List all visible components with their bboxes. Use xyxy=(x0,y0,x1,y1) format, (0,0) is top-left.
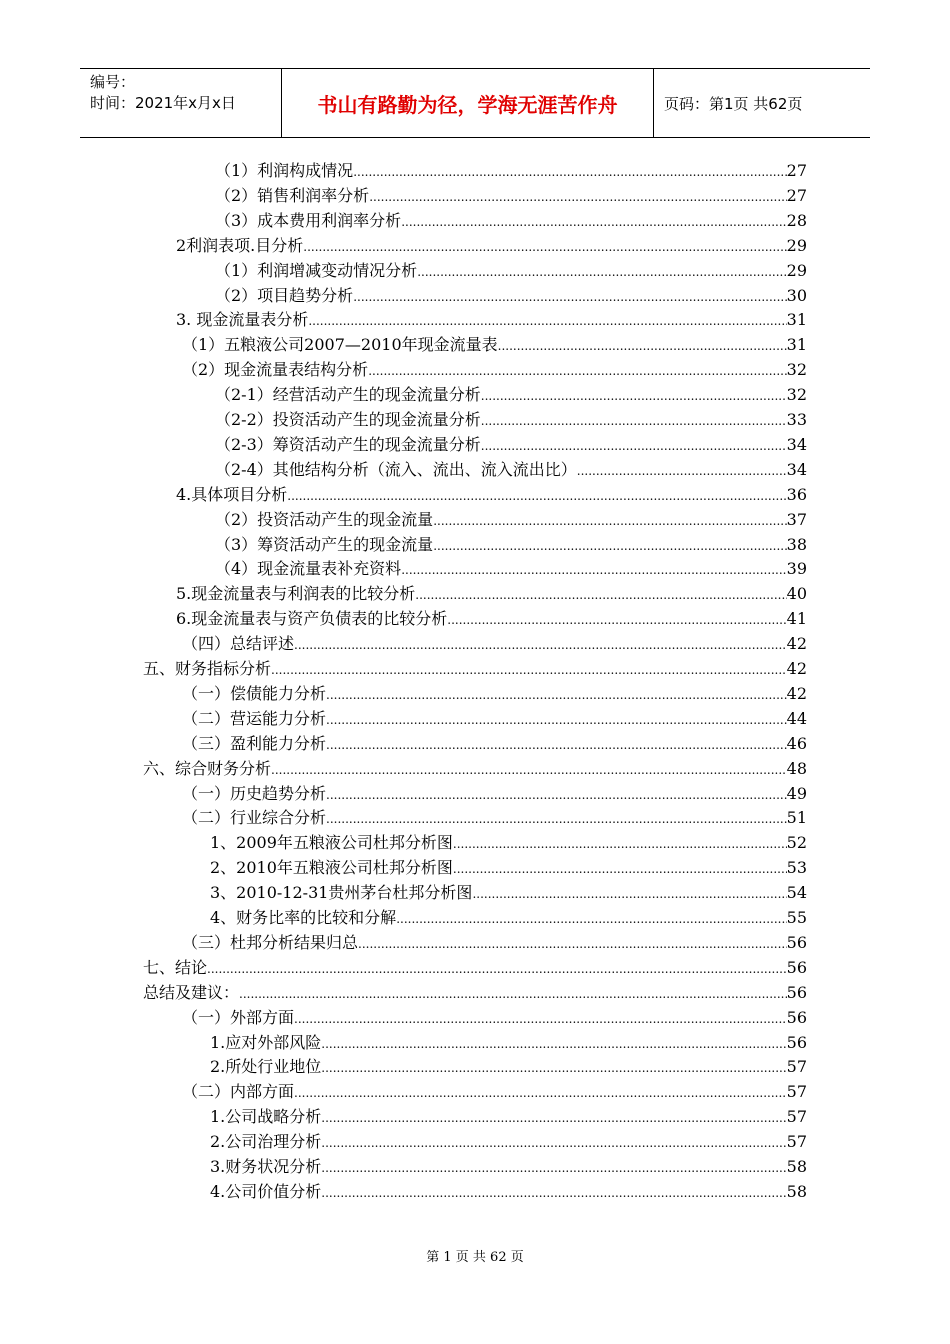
toc-entry-title: 七、结论 xyxy=(143,957,208,977)
toc-entry-title: （2-1）经营活动产生的现金流量分析 xyxy=(215,385,481,405)
toc-entry-page: 34 xyxy=(786,434,807,454)
toc-entry[interactable] xyxy=(210,1179,807,1204)
toc-entry[interactable] xyxy=(210,905,807,930)
toc-entry[interactable] xyxy=(182,1079,807,1104)
toc-entry[interactable] xyxy=(182,1005,807,1030)
toc-entry[interactable] xyxy=(215,457,807,482)
toc-entry-page: 56 xyxy=(786,932,807,952)
toc-entry-page: 29 xyxy=(786,260,807,280)
toc-leader-dots xyxy=(321,1129,786,1156)
header-motto: 书山有路勤为径，学海无涯苦作舟 xyxy=(282,69,654,137)
toc-entry-page: 42 xyxy=(786,659,807,678)
toc-entry-page: 57 xyxy=(786,1107,807,1127)
toc-entry-title: （2-3）筹资活动产生的现金流量分析 xyxy=(215,434,481,454)
toc-entry-page: 57 xyxy=(786,1057,807,1077)
toc-entry-title: （二）行业综合分析 xyxy=(182,808,327,828)
toc-entry-title: 五、财务指标分析 xyxy=(143,659,272,678)
toc-entry-page: 30 xyxy=(786,285,807,305)
toc-leader-dots xyxy=(321,1154,786,1181)
toc-entry[interactable] xyxy=(210,1030,807,1055)
toc-leader-dots xyxy=(415,581,786,608)
toc-leader-dots xyxy=(239,980,787,1007)
toc-leader-dots xyxy=(326,731,787,758)
toc-leader-dots xyxy=(433,532,786,559)
toc-entry[interactable] xyxy=(210,830,807,855)
toc-leader-dots xyxy=(326,706,787,733)
toc-entry-title: （1）利润增减变动情况分析 xyxy=(215,260,418,280)
toc-entry-title: 1.公司战略分析 xyxy=(210,1107,322,1127)
toc-entry-page: 56 xyxy=(786,1007,807,1027)
toc-entry-title: （三）盈利能力分析 xyxy=(182,733,327,753)
toc-leader-dots xyxy=(472,880,786,907)
toc-leader-dots xyxy=(401,556,786,583)
toc-entry-page: 44 xyxy=(786,708,807,728)
toc-entry-title: （二）内部方面 xyxy=(182,1082,295,1102)
number-label: 编号： xyxy=(90,73,136,91)
toc-leader-dots xyxy=(358,930,787,957)
toc-entry-page: 55 xyxy=(786,908,807,927)
toc-leader-dots xyxy=(321,1054,786,1081)
toc-entry-title: （2）项目趋势分析 xyxy=(215,285,354,305)
toc-entry-page: 52 xyxy=(786,833,807,853)
toc-entry[interactable] xyxy=(210,1154,807,1179)
toc-entry[interactable] xyxy=(176,482,807,507)
toc-entry[interactable] xyxy=(215,532,807,557)
toc-entry-title: （2-4）其他结构分析（流入、流出、流入流出比） xyxy=(215,459,577,479)
toc-entry-title: （一）偿债能力分析 xyxy=(182,683,327,703)
toc-leader-dots xyxy=(401,208,786,235)
toc-entry-title: 1、2009年五粮液公司杜邦分析图 xyxy=(210,833,453,853)
toc-entry-page: 31 xyxy=(786,335,807,355)
toc-entry-page: 58 xyxy=(786,1181,807,1201)
toc-entry[interactable] xyxy=(215,183,807,208)
toc-entry-page: 58 xyxy=(786,1157,807,1176)
toc-entry-page: 42 xyxy=(786,634,807,654)
toc-entry-title: 3、2010-12-31贵州茅台杜邦分析图 xyxy=(210,883,473,903)
toc-entry[interactable] xyxy=(210,880,807,905)
toc-entry[interactable] xyxy=(143,756,807,781)
toc-leader-dots xyxy=(396,905,786,932)
toc-entry[interactable] xyxy=(215,407,807,432)
toc-entry[interactable] xyxy=(182,805,807,830)
toc-entry-page: 29 xyxy=(786,235,807,255)
toc-entry-page: 32 xyxy=(786,360,807,380)
toc-entry-page: 33 xyxy=(786,410,807,429)
toc-entry[interactable] xyxy=(176,307,807,332)
date-label: 时间：2021年x月x日 xyxy=(90,94,236,112)
toc-entry[interactable] xyxy=(210,855,807,880)
toc-entry-title: （2）投资活动产生的现金流量 xyxy=(215,509,434,529)
toc-entry-page: 54 xyxy=(786,883,807,903)
toc-entry-page: 39 xyxy=(786,559,807,579)
toc-entry[interactable] xyxy=(176,606,807,631)
toc-entry-title: 1.应对外部风险 xyxy=(210,1032,322,1052)
toc-leader-dots xyxy=(207,955,787,982)
toc-leader-dots xyxy=(498,332,787,359)
header-left-cell xyxy=(80,69,282,137)
toc-entry[interactable] xyxy=(182,731,807,756)
toc-leader-dots xyxy=(417,258,786,285)
toc-entry-page: 27 xyxy=(786,161,807,180)
toc-entry[interactable] xyxy=(182,706,807,731)
toc-leader-dots xyxy=(294,631,787,658)
toc-leader-dots xyxy=(271,656,787,683)
toc-leader-dots xyxy=(353,158,786,185)
toc-entry-page: 34 xyxy=(786,459,807,479)
toc-entry-page: 56 xyxy=(786,982,807,1002)
toc-leader-dots xyxy=(287,482,786,509)
toc-entry-page: 32 xyxy=(786,385,807,405)
toc-entry-title: （2）现金流量表结构分析 xyxy=(182,360,369,380)
toc-leader-dots xyxy=(481,432,787,459)
toc-entry-title: 六、综合财务分析 xyxy=(143,758,272,778)
toc-leader-dots xyxy=(433,507,786,534)
toc-entry-page: 27 xyxy=(786,185,807,205)
toc-entry-title: 3. 现金流量表分析 xyxy=(176,310,309,330)
toc-entry-title: 4.公司价值分析 xyxy=(210,1181,322,1201)
toc-leader-dots xyxy=(303,233,786,260)
toc-entry-title: （2）销售利润率分析 xyxy=(215,185,370,205)
toc-leader-dots xyxy=(368,357,786,384)
header-page-info: 页码：第1页 共62页 xyxy=(664,94,803,113)
toc-leader-dots xyxy=(481,382,787,409)
toc-entry-page: 40 xyxy=(786,584,807,604)
toc-entry[interactable] xyxy=(210,1104,807,1129)
toc-entry[interactable] xyxy=(215,283,807,308)
toc-entry-title: 2利润表项.目分析 xyxy=(176,235,304,255)
toc-entry-page: 51 xyxy=(786,808,807,828)
toc-entry[interactable] xyxy=(182,631,807,656)
toc-entry-page: 56 xyxy=(786,1032,807,1052)
toc-entry[interactable] xyxy=(215,507,807,532)
toc-leader-dots xyxy=(369,183,786,210)
toc-entry-page: 56 xyxy=(786,957,807,977)
toc-entry[interactable] xyxy=(182,681,807,706)
toc-entry[interactable] xyxy=(215,432,807,457)
toc-entry-title: （1）五粮液公司2007—2010年现金流量表 xyxy=(182,335,498,355)
toc-entry-title: 2、2010年五粮液公司杜邦分析图 xyxy=(210,858,453,878)
toc-entry-title: （3）筹资活动产生的现金流量 xyxy=(215,534,434,554)
toc-entry-title: 4、财务比率的比较和分解 xyxy=(210,908,397,927)
toc-entry-page: 36 xyxy=(786,484,807,504)
toc-entry-page: 46 xyxy=(786,733,807,753)
toc-entry[interactable] xyxy=(215,158,807,183)
toc-entry-page: 41 xyxy=(786,609,807,629)
toc-entry-title: 2.公司治理分析 xyxy=(210,1132,322,1152)
toc-entry-page: 31 xyxy=(786,310,807,330)
toc-entry[interactable] xyxy=(215,556,807,581)
toc-entry-title: 4.具体项目分析 xyxy=(176,484,288,504)
toc-entry-page: 48 xyxy=(786,758,807,778)
toc-entry-page: 49 xyxy=(786,783,807,803)
toc-entry[interactable] xyxy=(182,357,807,382)
toc-entry-title: （四）总结评述 xyxy=(182,634,295,654)
toc-entry[interactable] xyxy=(143,980,807,1005)
toc-entry-title: （三）杜邦分析结果归总 xyxy=(182,932,359,952)
toc-entry-title: （4）现金流量表补充资料 xyxy=(215,559,402,579)
toc-leader-dots xyxy=(453,855,787,882)
toc-entry-title: （1）利润构成情况 xyxy=(215,161,354,180)
toc-entry-title: 3.财务状况分析 xyxy=(210,1157,322,1176)
toc-entry-title: （2-2）投资活动产生的现金流量分析 xyxy=(215,410,481,429)
toc-entry-page: 28 xyxy=(786,210,807,230)
toc-leader-dots xyxy=(353,283,786,310)
toc-leader-dots xyxy=(326,805,787,832)
toc-entry-page: 57 xyxy=(786,1082,807,1102)
toc-entry[interactable] xyxy=(143,656,807,681)
toc-entry[interactable] xyxy=(182,930,807,955)
toc-leader-dots xyxy=(453,830,787,857)
toc-entry[interactable] xyxy=(215,382,807,407)
toc-leader-dots xyxy=(321,1179,786,1206)
toc-entry-title: 5.现金流量表与利润表的比较分析 xyxy=(176,584,416,604)
toc-leader-dots xyxy=(326,781,787,808)
toc-entry-page: 37 xyxy=(786,509,807,529)
page-footer: 第 1 页 共 62 页 xyxy=(426,1250,524,1265)
toc-entry[interactable] xyxy=(176,233,807,258)
toc-entry-page: 38 xyxy=(786,534,807,554)
toc-entry-title: （3）成本费用利润率分析 xyxy=(215,210,402,230)
toc-leader-dots xyxy=(447,606,786,633)
toc-entry[interactable] xyxy=(182,332,807,357)
toc-entry-page: 53 xyxy=(786,858,807,878)
toc-leader-dots xyxy=(321,1030,786,1057)
toc-entry-title: 6.现金流量表与资产负债表的比较分析 xyxy=(176,609,448,629)
toc-leader-dots xyxy=(321,1104,786,1131)
toc-leader-dots xyxy=(308,307,786,334)
toc-entry-title: （一）历史趋势分析 xyxy=(182,783,327,803)
toc-entry[interactable] xyxy=(215,258,807,283)
toc-entry[interactable] xyxy=(143,955,807,980)
toc-leader-dots xyxy=(294,1079,787,1106)
toc-entry[interactable] xyxy=(210,1129,807,1154)
toc-entry-title: 总结及建议： xyxy=(143,982,240,1002)
toc-entry-title: （二）营运能力分析 xyxy=(182,708,327,728)
toc-leader-dots xyxy=(326,681,787,708)
toc-leader-dots xyxy=(481,407,787,434)
toc-entry-page: 57 xyxy=(786,1132,807,1152)
toc-entry[interactable] xyxy=(210,1054,807,1079)
page-header xyxy=(80,68,870,138)
toc-leader-dots xyxy=(271,756,787,783)
toc-leader-dots xyxy=(577,457,787,484)
toc-entry-title: （一）外部方面 xyxy=(182,1007,295,1027)
toc-leader-dots xyxy=(294,1005,787,1032)
toc-entry-title: 2.所处行业地位 xyxy=(210,1057,322,1077)
toc-entry[interactable] xyxy=(176,581,807,606)
toc-entry[interactable] xyxy=(182,781,807,806)
toc-entry[interactable] xyxy=(215,208,807,233)
toc-entry-page: 42 xyxy=(786,683,807,703)
